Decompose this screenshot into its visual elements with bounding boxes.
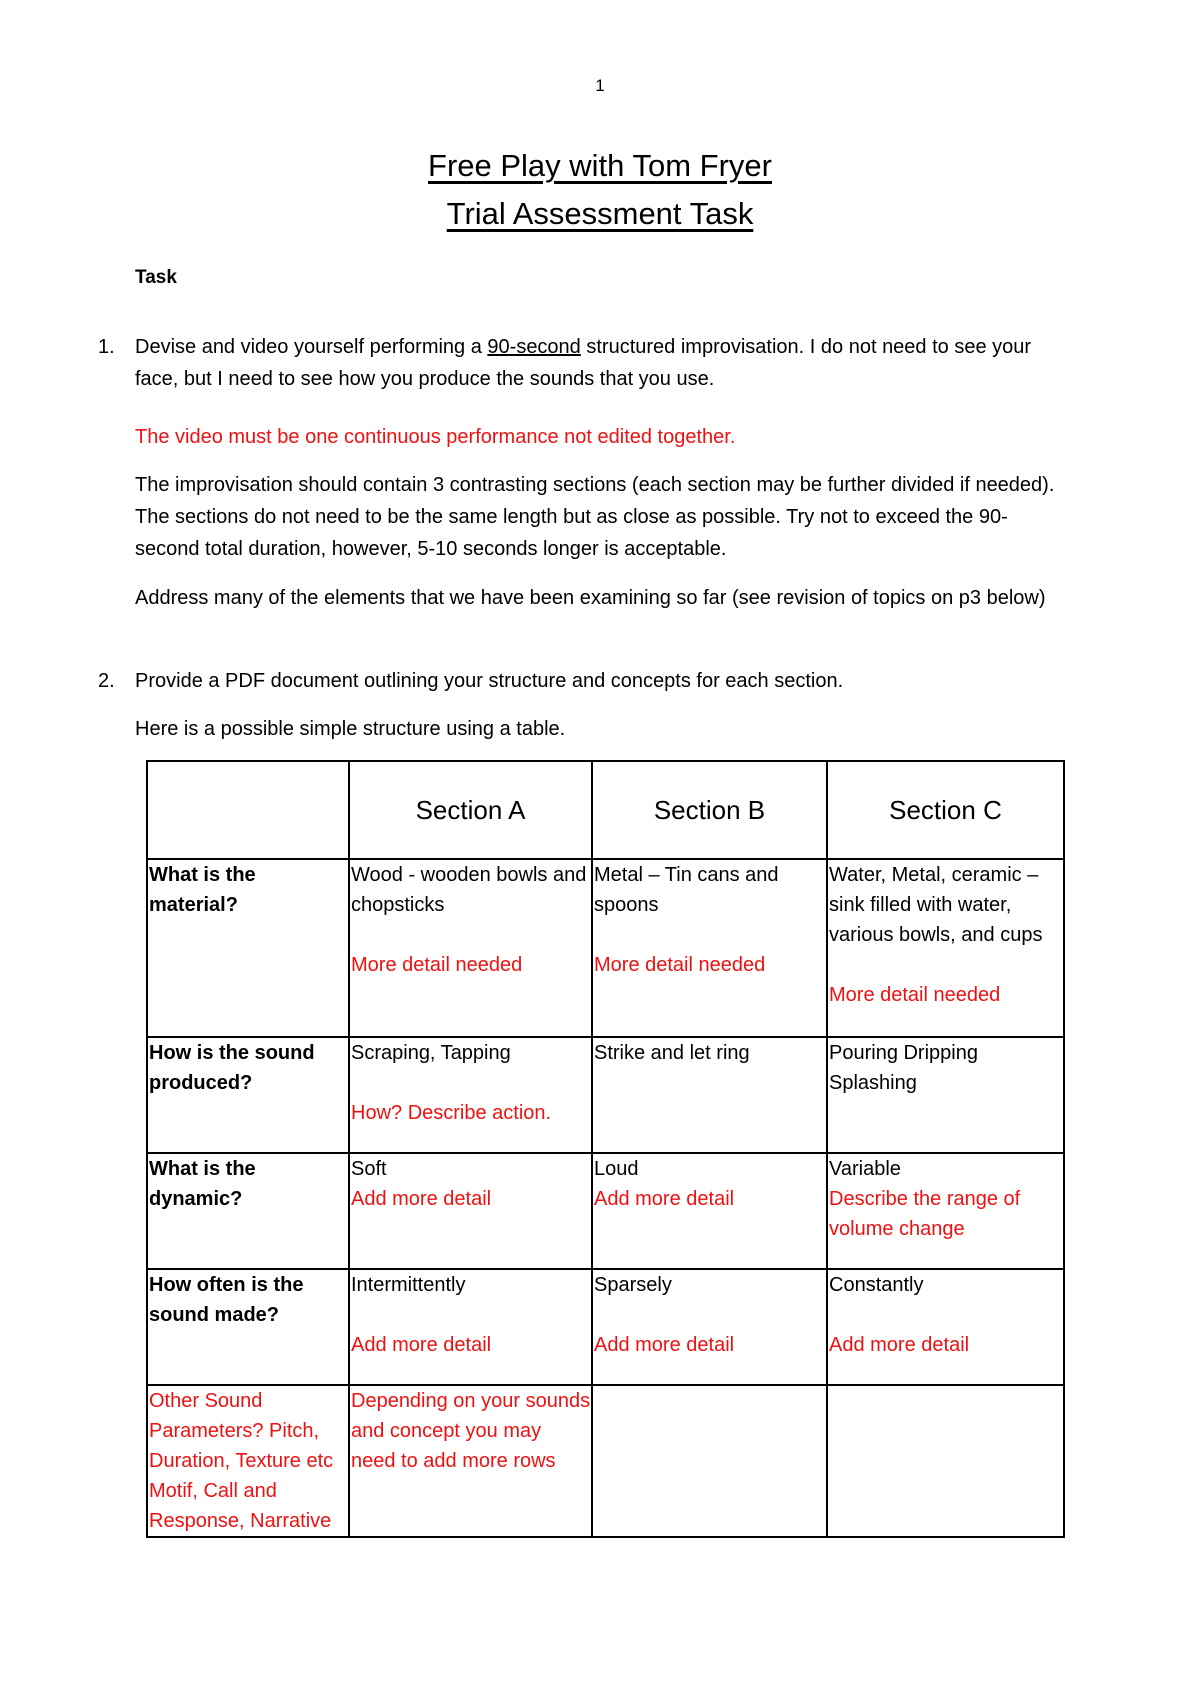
cell-material-b — [592, 859, 827, 1037]
continuous-performance-note: The video must be one continuous performance not edited together. — [135, 426, 736, 448]
cell-dynamic-c — [827, 1153, 1064, 1269]
cell-note: Add more detail — [594, 1188, 735, 1210]
cell-material-c — [827, 859, 1064, 1037]
cell-note: More detail needed — [351, 954, 523, 976]
cell-note: Add more detail — [829, 1334, 970, 1356]
cell-text: Strike and let ring — [594, 1042, 750, 1064]
row-label-material: What is the material? — [147, 859, 349, 1037]
cell-other-a — [349, 1385, 592, 1537]
item1-text-before: Devise and video yourself performing a — [135, 336, 488, 358]
cell-text: Water, Metal, ceramic – sink filled with water, various bowls, and cups — [829, 864, 1043, 946]
cell-text: Depending on your sounds and concept you may need to add more rows — [351, 1390, 591, 1472]
cell-text: Scraping, Tapping — [351, 1042, 511, 1064]
cell-other-c — [827, 1385, 1064, 1537]
item1-text-after: structured improvisation. I do not need to see your face, but I need to see how you produce the sounds that you use. — [135, 336, 1032, 390]
task-heading: Task — [135, 267, 177, 288]
cell-material-a — [349, 859, 592, 1037]
item2-paragraph: Provide a PDF document outlining your structure and concepts for each section. — [135, 670, 844, 692]
row-label-dynamic: What is the dynamic? — [147, 1153, 349, 1269]
row-label-production: How is the sound produced? — [147, 1037, 349, 1153]
table-row-production — [147, 1037, 1064, 1153]
document-subtitle: Trial Assessment Task — [446, 196, 754, 231]
cell-text: Metal – Tin cans and spoons — [594, 864, 779, 916]
table-header-row — [147, 761, 1064, 859]
row-label-other: Other Sound Parameters? Pitch, Duration, Texture etc Motif, Call and Response, Narrative — [147, 1385, 349, 1537]
list-number-2: 2. — [98, 670, 115, 692]
cell-text: Loud — [594, 1158, 639, 1180]
document-title: Free Play with Tom Fryer — [428, 148, 772, 183]
cell-text: Soft — [351, 1158, 387, 1180]
cell-other-b — [592, 1385, 827, 1537]
header-section-c: Section C — [827, 761, 1064, 859]
cell-dynamic-b — [592, 1153, 827, 1269]
cell-note: How? Describe action. — [351, 1102, 552, 1124]
header-section-b: Section B — [592, 761, 827, 859]
cell-text: Pouring Dripping Splashing — [829, 1042, 978, 1094]
item1-duration-underlined: 90-second — [487, 336, 581, 358]
table-row-material — [147, 859, 1064, 1037]
cell-note: Describe the range of volume change — [829, 1188, 1021, 1240]
cell-frequency-c — [827, 1269, 1064, 1385]
cell-production-a — [349, 1037, 592, 1153]
table-row-frequency — [147, 1269, 1064, 1385]
header-empty — [147, 761, 349, 859]
cell-note: More detail needed — [829, 984, 1001, 1006]
header-section-a: Section A — [349, 761, 592, 859]
table-intro: Here is a possible simple structure using a table. — [135, 718, 566, 740]
structure-table — [146, 760, 1065, 1538]
cell-note: Add more detail — [594, 1334, 735, 1356]
sections-paragraph: The improvisation should contain 3 contrasting sections (each section may be further divided if needed). The sections do not need to be the same length but as close as possible. Try not to exceed the 90-second total duration, however, 5-10 seconds longer is acceptable. — [135, 474, 1055, 560]
item1-paragraph — [135, 331, 1060, 395]
cell-note: Add more detail — [351, 1334, 492, 1356]
table-row-dynamic — [147, 1153, 1064, 1269]
list-number-1: 1. — [98, 336, 115, 358]
page-number: 1 — [595, 76, 605, 95]
cell-dynamic-a — [349, 1153, 592, 1269]
cell-text: Constantly — [829, 1274, 924, 1296]
cell-text: Wood - wooden bowls and chopsticks — [351, 864, 587, 916]
cell-production-b — [592, 1037, 827, 1153]
cell-frequency-a — [349, 1269, 592, 1385]
cell-frequency-b — [592, 1269, 827, 1385]
cell-text: Sparsely — [594, 1274, 672, 1296]
table-row-other — [147, 1385, 1064, 1537]
cell-note: Add more detail — [351, 1188, 492, 1210]
cell-text: Intermittently — [351, 1274, 466, 1296]
elements-paragraph: Address many of the elements that we have been examining so far (see revision of topics on p3 below) — [135, 587, 1046, 609]
cell-note: More detail needed — [594, 954, 766, 976]
cell-text: Variable — [829, 1158, 901, 1180]
cell-production-c — [827, 1037, 1064, 1153]
row-label-frequency: How often is the sound made? — [147, 1269, 349, 1385]
